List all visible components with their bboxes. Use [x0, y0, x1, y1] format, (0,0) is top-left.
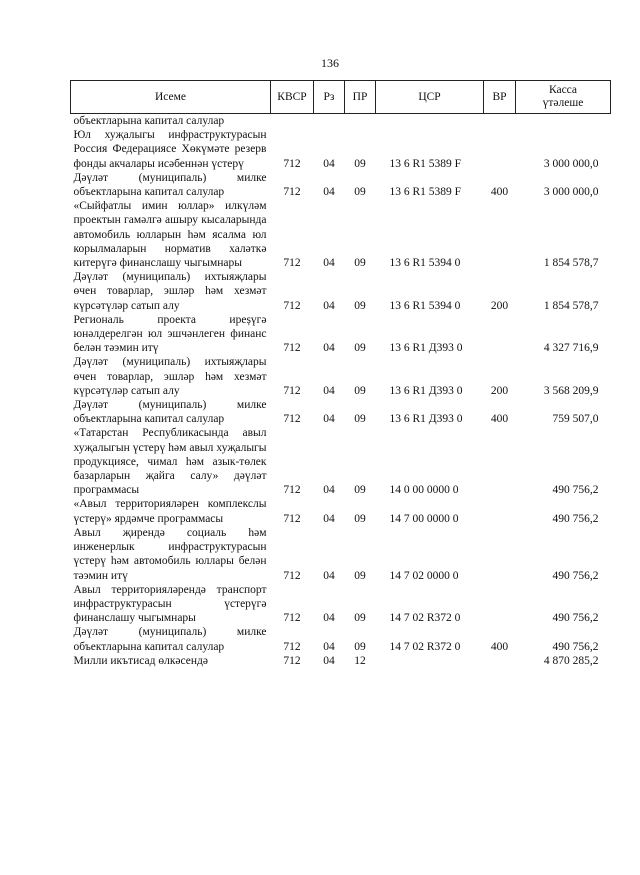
cell-pr: 09	[354, 157, 366, 170]
col-header-sum-line2: үтәлеше	[542, 97, 584, 109]
cell-rz: 04	[323, 484, 335, 497]
cell-name: объектларына капитал салулар	[73, 115, 225, 127]
cell-name: «Сыйфатлы имин юллар» илкүләм проектын гамәлгә ашыру кысаларында автомобиль юлларын һәм ясалма юл корылмаларын норматив халәткә китерүгә финанслашу чыгымнары	[73, 200, 267, 270]
cell-rz: 04	[323, 384, 335, 397]
page-number: 136	[321, 56, 339, 70]
cell-vr	[484, 497, 516, 525]
table-row	[71, 355, 611, 398]
cell-kvsr: 712	[283, 413, 301, 426]
cell-pr: 09	[354, 640, 366, 653]
cell-kvsr: 712	[283, 342, 301, 355]
cell-pr: 09	[354, 512, 366, 525]
budget-table	[70, 80, 611, 668]
cell-vr	[484, 128, 516, 171]
cell-vr	[484, 583, 516, 626]
cell-vr: 400	[490, 413, 509, 426]
cell-csr: 13 6 R1 5389 F	[389, 186, 462, 199]
table-row	[71, 199, 611, 270]
table-row	[71, 654, 611, 668]
cell-csr: 14 7 02 0000 0	[389, 569, 459, 582]
col-header-name: Исеме	[71, 81, 271, 114]
table-row	[71, 313, 611, 356]
table-body	[71, 114, 611, 668]
cell-pr: 09	[354, 569, 366, 582]
cell-rz	[314, 114, 345, 129]
cell-kvsr: 712	[283, 512, 301, 525]
cell-vr: 400	[490, 640, 509, 653]
cell-pr: 12	[354, 654, 366, 667]
table-row	[71, 171, 611, 199]
cell-vr: 200	[490, 384, 509, 397]
cell-csr: 14 0 00 0000 0	[389, 484, 459, 497]
cell-vr	[484, 526, 516, 583]
cell-csr: 13 6 R1 Д393 0	[389, 413, 463, 426]
cell-kvsr: 712	[283, 384, 301, 397]
table-row	[71, 583, 611, 626]
cell-vr	[484, 654, 516, 668]
cell-vr	[484, 114, 516, 129]
cell-pr: 09	[354, 342, 366, 355]
cell-name: Дәүләт (муниципаль) милке объектларына капитал салулар	[73, 399, 267, 426]
table-row	[71, 128, 611, 171]
cell-sum: 490 756,2	[552, 484, 599, 497]
cell-pr: 09	[354, 484, 366, 497]
cell-rz: 04	[323, 512, 335, 525]
cell-sum: 4 870 285,2	[543, 654, 599, 667]
cell-vr	[484, 199, 516, 270]
cell-kvsr: 712	[283, 654, 301, 667]
cell-csr: 13 6 R1 Д393 0	[389, 384, 463, 397]
cell-kvsr: 712	[283, 569, 301, 582]
cell-vr: 400	[490, 186, 509, 199]
cell-vr	[484, 426, 516, 497]
cell-vr: 200	[490, 299, 509, 312]
cell-rz: 04	[323, 654, 335, 667]
cell-csr: 14 7 02 R372 0	[389, 640, 461, 653]
cell-sum: 3 568 209,9	[543, 384, 599, 397]
cell-pr: 09	[354, 257, 366, 270]
table-row	[71, 398, 611, 426]
cell-rz: 04	[323, 157, 335, 170]
cell-name: «Татарстан Республикасында авыл хуҗалыгын үстерү һәм авыл хуҗалыгы продукциясе, чимал һәм азык-төлек базарларын җайга салу» дәүләт программасы	[73, 427, 267, 497]
table-row	[71, 426, 611, 497]
cell-pr	[345, 114, 376, 129]
cell-pr: 09	[354, 612, 366, 625]
col-header-vr: ВР	[484, 81, 516, 114]
cell-kvsr	[271, 114, 314, 129]
col-header-csr: ЦСР	[376, 81, 484, 114]
cell-sum: 490 756,2	[552, 612, 599, 625]
cell-name: Дәүләт (муниципаль) ихтыяҗлары өчен товарлар, эшләр һәм хезмәт күрсәтүләр сатып алу	[73, 271, 267, 312]
cell-pr: 09	[354, 384, 366, 397]
cell-kvsr: 712	[283, 612, 301, 625]
cell-rz: 04	[323, 342, 335, 355]
cell-sum: 490 756,2	[552, 640, 599, 653]
cell-kvsr: 712	[283, 640, 301, 653]
cell-kvsr: 712	[283, 299, 301, 312]
cell-name: Региональ проекта иреșүгә юнәлдерелгән юл эшчәнлеген финанс белән тәэмин итү	[73, 313, 267, 355]
cell-name: Дәүләт (муниципаль) ихтыяҗлары өчен товарлар, эшләр һәм хезмәт күрсәтүләр сатып алу	[73, 356, 267, 397]
cell-csr: 14 7 00 0000 0	[389, 512, 459, 525]
col-header-pr: ПР	[345, 81, 376, 114]
cell-sum	[516, 114, 611, 129]
cell-csr	[376, 654, 484, 668]
table-row	[71, 497, 611, 525]
cell-csr: 13 6 R1 Д393 0	[389, 342, 463, 355]
cell-sum: 490 756,2	[552, 569, 599, 582]
cell-pr: 09	[354, 186, 366, 199]
cell-rz: 04	[323, 186, 335, 199]
table-header-row	[71, 81, 611, 114]
cell-name: Авыл җирендә социаль һәм инженерлык инфраструктурасын үстерү һәм автомобиль юллары белән тәэмин итү	[73, 526, 267, 582]
cell-csr: 13 6 R1 5389 F	[389, 157, 462, 170]
cell-sum: 3 000 000,0	[543, 186, 599, 199]
cell-name: Милли икътисад өлкәсендә	[73, 654, 208, 667]
col-header-sum	[516, 81, 611, 114]
cell-pr: 09	[354, 299, 366, 312]
cell-name: Авыл территорияләрендә транспорт инфраструктурасын үстерүгә финанслашу чыгымнары	[73, 583, 267, 625]
cell-sum: 3 000 000,0	[543, 157, 599, 170]
col-header-kvsr: КВСР	[271, 81, 314, 114]
cell-pr: 09	[354, 413, 366, 426]
cell-kvsr: 712	[283, 186, 301, 199]
col-header-rz: Рз	[314, 81, 345, 114]
cell-sum: 1 854 578,7	[543, 299, 599, 312]
cell-csr: 14 7 02 R372 0	[389, 612, 461, 625]
cell-csr: 13 6 R1 5394 0	[389, 257, 461, 270]
table-row	[71, 270, 611, 313]
table-row	[71, 526, 611, 583]
cell-rz: 04	[323, 612, 335, 625]
table-row	[71, 625, 611, 653]
cell-sum: 490 756,2	[552, 512, 599, 525]
cell-csr	[376, 114, 484, 129]
col-header-sum-line1: Касса	[548, 84, 578, 96]
table-row	[71, 114, 611, 129]
cell-sum: 1 854 578,7	[543, 257, 599, 270]
cell-csr: 13 6 R1 5394 0	[389, 299, 461, 312]
cell-sum: 4 327 716,9	[543, 342, 599, 355]
cell-kvsr: 712	[283, 257, 301, 270]
cell-name: Дәүләт (муниципаль) милке объектларына капитал салулар	[73, 626, 267, 653]
cell-rz: 04	[323, 640, 335, 653]
cell-name: Дәүләт (муниципаль) милке объектларына капитал салулар	[73, 171, 267, 199]
cell-vr	[484, 313, 516, 356]
cell-kvsr: 712	[283, 157, 301, 170]
cell-rz: 04	[323, 257, 335, 270]
cell-kvsr: 712	[283, 484, 301, 497]
cell-rz: 04	[323, 299, 335, 312]
cell-sum: 759 507,0	[552, 413, 599, 426]
cell-rz: 04	[323, 413, 335, 426]
cell-name: «Авыл территорияләрен комплекслы үстерү» ярдәмче программасы	[73, 498, 267, 525]
cell-name: Юл хуҗалыгы инфраструктурасын Россия Федерациясе Хөкүмәте резерв фонды акчалары исәбеннән үстерү	[73, 129, 267, 170]
cell-rz: 04	[323, 569, 335, 582]
